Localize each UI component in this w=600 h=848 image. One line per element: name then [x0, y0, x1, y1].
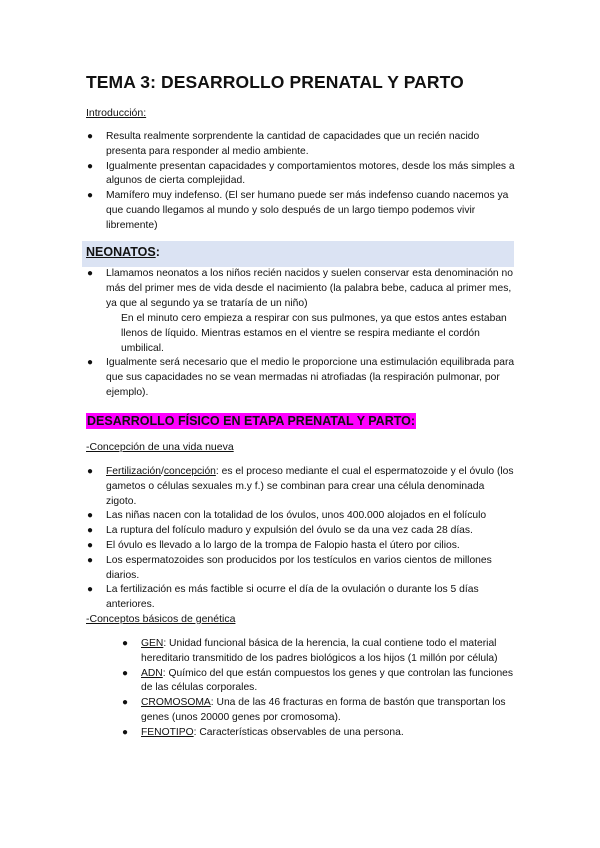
gen-term: GEN	[141, 638, 164, 649]
bullet-icon: ●	[87, 357, 94, 368]
list-item: ● La ruptura del folículo maduro y expulsión del óvulo se da una vez cada 28 días.	[86, 524, 516, 539]
list-item: ● Igualmente presentan capacidades y comportamientos motores, desde los más simples a algunos de cierta complejidad.	[87, 160, 515, 187]
bullet-icon: ●	[122, 726, 129, 738]
list-item: ● El óvulo es llevado a lo largo de la trompa de Falopio hasta el útero por cilios.	[86, 539, 516, 554]
concepcion-term: concepción	[163, 466, 216, 477]
bullet-icon: ●	[122, 697, 129, 709]
bullet-icon: ●	[87, 510, 94, 522]
neonatos-heading: NEONATOS:	[86, 245, 160, 259]
bullet-icon: ●	[87, 160, 94, 172]
list-item: ● Los espermatozoides son producidos por los testículos en varios cientos de millones diarios.	[87, 554, 492, 581]
cromosoma-term: CROMOSOMA	[141, 697, 211, 709]
fertilizacion-term: Fertilización	[106, 466, 161, 477]
desarrollo-heading: DESARROLLO FÍSICO EN ETAPA PRENATAL Y PARTO:	[87, 414, 416, 428]
list-item: ● FENOTIPO: Características observables de una persona.	[121, 726, 521, 741]
list-item: ● Mamífero muy indefenso. (El ser humano puede ser más indefenso cuando nacemos ya que cuando llegamos al mundo y solo después de un largo tiempo podemos vivir libremente)	[87, 190, 509, 231]
list-item: ● La fertilización es más factible si ocurre el día de la ovulación o durante los 5 días anteriores.	[87, 584, 479, 611]
intro-list	[86, 130, 516, 234]
bullet-icon: ●	[87, 131, 94, 142]
list-item: ● Llamamos neonatos a los niños recién nacidos y suelen conservar esta denominación no más del primer mes de vida desde el nacimiento (la palabra bebe, caduca al primer mes, ya que al segundo ya se trataría de un niño)	[87, 268, 513, 309]
bullet-icon: ●	[122, 638, 129, 649]
neonatos-list-1	[86, 267, 516, 311]
bullet-icon: ●	[87, 539, 94, 551]
concepcion-heading: -Concepción de una vida nueva	[86, 441, 234, 453]
list-item: ● GEN: Unidad funcional básica de la herencia, la cual contiene todo el material hereditario transmitido de los padres biológicos a los hijos (1 millón por célula)	[122, 638, 498, 664]
bullet-icon: ●	[87, 466, 94, 477]
genetica-list	[121, 637, 521, 741]
neonatos-list-2	[86, 356, 516, 400]
bullet-icon: ●	[87, 554, 94, 566]
list-item: ● ADN: Químico del que están compuestos los genes y que controlan las funciones de las células corporales.	[122, 667, 514, 694]
bullet-icon: ●	[87, 190, 94, 202]
bullet-icon: ●	[87, 268, 94, 279]
bullet-icon: ●	[87, 584, 94, 596]
document-title: TEMA 3: DESARROLLO PRENATAL Y PARTO	[86, 72, 464, 92]
neonatos-subparagraph: En el minuto cero empieza a respirar con sus pulmones, ya que estos antes estaban llenos de líquido. Mientras estamos en el vientre se respira mediante el cordón umbilical.	[121, 313, 507, 354]
list-item: ● Resulta realmente sorprendente la cantidad de capacidades que un recién nacido presenta para responder al medio ambiente.	[87, 131, 480, 157]
adn-term: ADN	[141, 667, 163, 679]
list-item: ● CROMOSOMA: Una de las 46 fracturas en forma de bastón que transportan los genes (unos 20000 genes por cromosoma).	[122, 697, 506, 723]
concepcion-list	[86, 465, 516, 613]
genetica-heading: -Conceptos básicos de genética	[86, 613, 236, 625]
list-item: ● Fertilización/concepción: es el proceso mediante el cual el espermatozoide y el óvulo (los gametos o células sexuales m.y f.) se combinan para crear una célula denominada zigoto.	[87, 466, 514, 507]
intro-heading: Introducción:	[86, 107, 147, 119]
fenotipo-term: FENOTIPO	[141, 726, 194, 738]
list-item: ● Igualmente será necesario que el medio le proporcione una estimulación equilibrada para que sus capacidades no se vean mermadas ni atrofiadas (la respiración pulmonar, por ejemplo).	[87, 357, 515, 398]
list-item: ● Las niñas nacen con la totalidad de los óvulos, unos 400.000 alojados en el folículo	[86, 509, 516, 524]
bullet-icon: ●	[87, 525, 94, 537]
bullet-icon: ●	[122, 667, 129, 679]
